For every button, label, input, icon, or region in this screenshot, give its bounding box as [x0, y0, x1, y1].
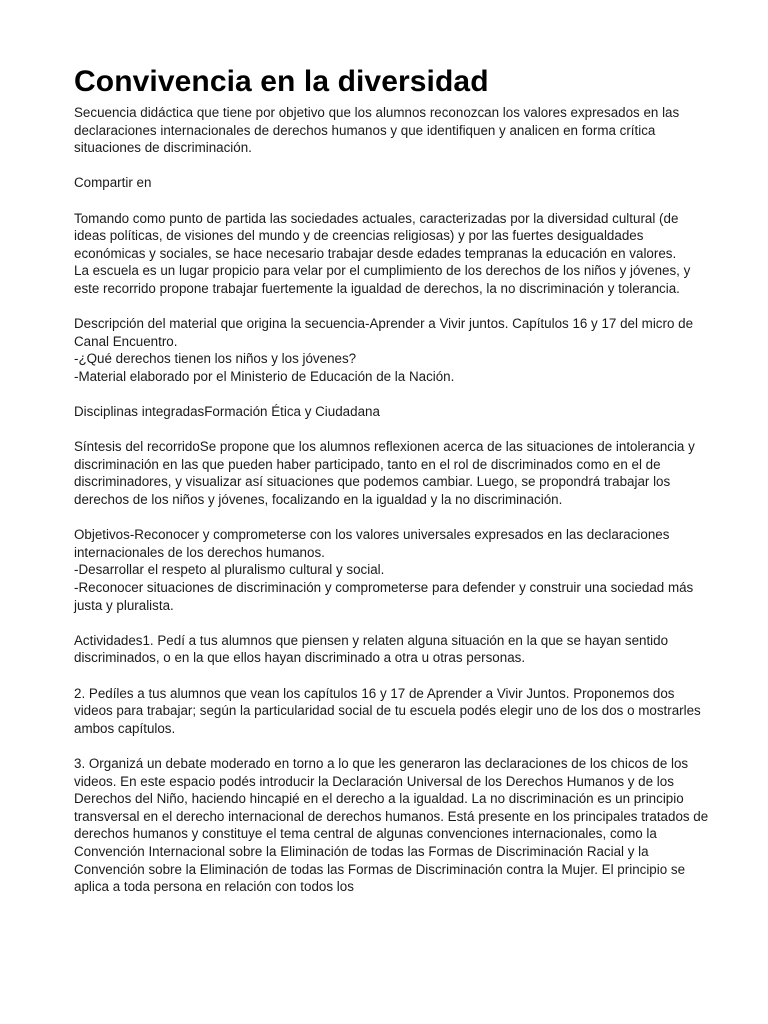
- intro-paragraph: Secuencia didáctica que tiene por objetivo que los alumnos reconozcan los valores expresados en las declaraciones internacionales de derechos humanos y que identifiquen y analicen en forma crítica situaciones de discriminación.: [74, 105, 680, 156]
- spacer: [74, 667, 714, 685]
- spacer: [74, 192, 714, 210]
- material-item-1: -¿Qué derechos tienen los niños y los jóvenes?: [74, 351, 357, 367]
- document-page: [74, 62, 714, 896]
- disciplines-paragraph: Disciplinas integradasFormación Ética y Ciudadana: [74, 404, 380, 420]
- share-label[interactable]: Compartir en: [74, 175, 152, 191]
- spacer: [74, 737, 714, 755]
- activity-3: 3. Organizá un debate moderado en torno a lo que les generaron las declaraciones de los chicos de los videos. En este espacio podés introducir la Declaración Universal de los Derechos Humanos y de los Derechos del Niño, haciendo hincapié en el derecho a la igualdad. La no discriminación es un principio transversal en el derecho internacional de derechos humanos. Está presente en los principales tratados de derechos humanos y constituye el tema central de algunas convenciones internacionales, como la Convención Internacional sobre la Eliminación de todas las Formas de Discriminación Racial y la Convención sobre la Eliminación de todas las Formas de Discriminación contra la Mujer. El principio se aplica a toda persona en relación con todos los: [74, 755, 709, 895]
- context-paragraph-2: La escuela es un lugar propicio para velar por el cumplimiento de los derechos de los niños y jóvenes, y este recorrido propone trabajar fuertemente la igualdad de derechos, la no discriminación y tolerancia.: [74, 263, 691, 296]
- spacer: [74, 509, 714, 527]
- objective-item-1: -Desarrollar el respeto al pluralismo cultural y social.: [74, 562, 385, 578]
- spacer: [74, 614, 714, 632]
- material-description: Descripción del material que origina la secuencia-Aprender a Vivir juntos. Capítulos 16 y 17 del micro de Canal Encuentro.: [74, 316, 694, 349]
- objectives-paragraph: Objetivos-Reconocer y comprometerse con los valores universales expresados en las declaraciones internacionales de los derechos humanos.: [74, 527, 670, 560]
- spacer: [74, 157, 714, 175]
- synthesis-paragraph: Síntesis del recorridoSe propone que los alumnos reflexionen acerca de las situaciones de intolerancia y discriminación en las que pueden haber participado, tanto en el rol de discriminados como en el de discriminadores, y visualizar así situaciones que podemos cambiar. Luego, se propondrá trabajar los derechos de los niños y jóvenes, focalizando en la igualdad y la no discriminación.: [74, 439, 695, 508]
- activity-1: Actividades1. Pedí a tus alumnos que piensen y relaten alguna situación en la que se hayan sentido discriminados, o en la que ellos hayan discriminado a otra u otras personas.: [74, 632, 669, 666]
- objective-item-2: -Reconocer situaciones de discriminación y comprometerse para defender y construir una sociedad más justa y pluralista.: [74, 580, 694, 613]
- activity-2: 2. Pedíles a tus alumnos que vean los capítulos 16 y 17 de Aprender a Vivir Juntos. Proponemos dos videos para trabajar; según la particularidad social de tu escuela podés elegir uno de los dos o mostrarles ambos capítulos.: [74, 685, 701, 736]
- context-paragraph-1: Tomando como punto de partida las sociedades actuales, caracterizadas por la diversidad cultural (de ideas políticas, de visiones del mundo y de creencias religiosas) y por las fuertes desigualdades económicas y sociales, se hace necesario trabajar desde edades tempranas la educación en valores.: [74, 210, 679, 261]
- material-item-2: -Material elaborado por el Ministerio de Educación de la Nación.: [74, 368, 455, 384]
- spacer: [74, 421, 714, 439]
- spacer: [74, 386, 714, 404]
- spacer: [74, 298, 714, 316]
- page-title: Convivencia en la diversidad: [74, 65, 489, 98]
